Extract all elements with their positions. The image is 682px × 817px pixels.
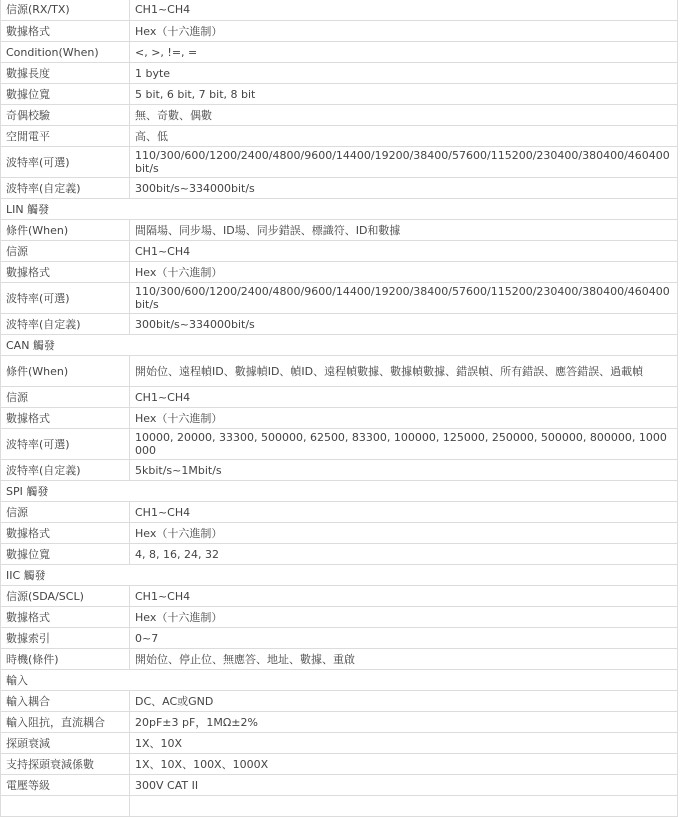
spec-value: Hex（十六進制） — [130, 21, 678, 42]
spec-label: 波特率(自定義) — [1, 178, 130, 199]
spec-value: 1 byte — [130, 63, 678, 84]
spec-row — [1, 126, 678, 147]
spec-label: 數據索引 — [1, 628, 130, 649]
spec-row — [1, 283, 678, 314]
spec-row — [1, 628, 678, 649]
spec-row — [1, 460, 678, 481]
spec-value: 10000, 20000, 33300, 500000, 62500, 83300, 100000, 125000, 250000, 500000, 800000, 1000000 — [130, 429, 678, 460]
spec-row — [1, 21, 678, 42]
spec-row — [1, 387, 678, 408]
spec-label: 輸入阻抗，直流耦合 — [1, 712, 130, 733]
spec-value: 110/300/600/1200/2400/4800/9600/14400/19200/38400/57600/115200/230400/380400/460400 bit/s — [130, 147, 678, 178]
section-header-row — [1, 670, 678, 691]
spec-label: 數據格式 — [1, 21, 130, 42]
section-header-row — [1, 199, 678, 220]
spec-value: Hex（十六進制） — [130, 523, 678, 544]
spec-row — [1, 0, 678, 21]
spec-row — [1, 502, 678, 523]
spec-value: 開始位、遠程幀ID、數據幀ID、幀ID、遠程幀數據、數據幀數據、錯誤幀、所有錯誤、應答錯誤、過載幀 — [130, 356, 678, 387]
spec-value: 5kbit/s~1Mbit/s — [130, 460, 678, 481]
spec-label — [1, 796, 130, 817]
spec-row — [1, 42, 678, 63]
spec-label: 數據長度 — [1, 63, 130, 84]
section-header-row — [1, 335, 678, 356]
spec-row — [1, 733, 678, 754]
spec-value — [130, 796, 678, 817]
section-title: LIN 觸發 — [1, 199, 678, 220]
section-title: SPI 觸發 — [1, 481, 678, 502]
spec-label: 數據位寬 — [1, 544, 130, 565]
spec-label: 條件(When) — [1, 356, 130, 387]
spec-row — [1, 241, 678, 262]
spec-row — [1, 607, 678, 628]
spec-label: 信源 — [1, 502, 130, 523]
spec-row — [1, 63, 678, 84]
spec-row — [1, 356, 678, 387]
spec-label: 時機(條件) — [1, 649, 130, 670]
spec-label: 波特率(可選) — [1, 147, 130, 178]
section-title: 輸入 — [1, 670, 678, 691]
spec-value: 300bit/s~334000bit/s — [130, 178, 678, 199]
section-header-row — [1, 481, 678, 502]
spec-value: <, >, !=, = — [130, 42, 678, 63]
spec-row — [1, 105, 678, 126]
spec-label: 波特率(可選) — [1, 283, 130, 314]
spec-label: 波特率(自定義) — [1, 460, 130, 481]
spec-row — [1, 262, 678, 283]
spec-value: CH1~CH4 — [130, 387, 678, 408]
spec-row — [1, 147, 678, 178]
spec-label: 波特率(可選) — [1, 429, 130, 460]
spec-row — [1, 314, 678, 335]
spec-label: 奇偶校驗 — [1, 105, 130, 126]
spec-table-body — [1, 0, 678, 817]
spec-row — [1, 544, 678, 565]
spec-value: CH1~CH4 — [130, 241, 678, 262]
spec-row — [1, 523, 678, 544]
spec-row — [1, 178, 678, 199]
spec-label: 波特率(自定義) — [1, 314, 130, 335]
spec-label: 數據格式 — [1, 523, 130, 544]
spec-value: 無、奇數、偶數 — [130, 105, 678, 126]
spec-label: 電壓等級 — [1, 775, 130, 796]
spec-row — [1, 712, 678, 733]
spec-label: 條件(When) — [1, 220, 130, 241]
spec-value: 間隔場、同步場、ID場、同步錯誤、標識符、ID和數據 — [130, 220, 678, 241]
spec-row — [1, 649, 678, 670]
spec-label: 數據位寬 — [1, 84, 130, 105]
spec-value: 開始位、停止位、無應答、地址、數據、重啟 — [130, 649, 678, 670]
spec-row — [1, 586, 678, 607]
spec-value: CH1~CH4 — [130, 586, 678, 607]
spec-value: 110/300/600/1200/2400/4800/9600/14400/19200/38400/57600/115200/230400/380400/460400 bit/s — [130, 283, 678, 314]
spec-value: 4, 8, 16, 24, 32 — [130, 544, 678, 565]
spec-value: 300V CAT II — [130, 775, 678, 796]
spec-label: 數據格式 — [1, 262, 130, 283]
section-title: IIC 觸發 — [1, 565, 678, 586]
spec-value: 1X、10X、100X、1000X — [130, 754, 678, 775]
spec-value: CH1~CH4 — [130, 0, 678, 21]
spec-row — [1, 775, 678, 796]
spec-value: DC、AC或GND — [130, 691, 678, 712]
spec-label: 信源 — [1, 241, 130, 262]
spec-row — [1, 754, 678, 775]
spec-value: 1X、10X — [130, 733, 678, 754]
spec-row — [1, 84, 678, 105]
spec-value: CH1~CH4 — [130, 502, 678, 523]
spec-label: 數據格式 — [1, 607, 130, 628]
spec-row — [1, 429, 678, 460]
spec-value: 20pF±3 pF，1MΩ±2% — [130, 712, 678, 733]
spec-value: Hex（十六進制） — [130, 262, 678, 283]
spec-value: 5 bit, 6 bit, 7 bit, 8 bit — [130, 84, 678, 105]
spec-label: 輸入耦合 — [1, 691, 130, 712]
spec-row — [1, 691, 678, 712]
spec-value: 300bit/s~334000bit/s — [130, 314, 678, 335]
spec-row — [1, 796, 678, 817]
spec-value: 0~7 — [130, 628, 678, 649]
spec-label: 支持探頭衰減係數 — [1, 754, 130, 775]
spec-label: 信源(SDA/SCL) — [1, 586, 130, 607]
spec-value: Hex（十六進制） — [130, 408, 678, 429]
spec-row — [1, 408, 678, 429]
spec-label: 空閒電平 — [1, 126, 130, 147]
spec-label: 數據格式 — [1, 408, 130, 429]
spec-label: 探頭衰減 — [1, 733, 130, 754]
spec-label: 信源(RX/TX) — [1, 0, 130, 21]
section-header-row — [1, 565, 678, 586]
spec-value: 高、低 — [130, 126, 678, 147]
spec-label: Condition(When) — [1, 42, 130, 63]
section-title: CAN 觸發 — [1, 335, 678, 356]
spec-row — [1, 220, 678, 241]
spec-value: Hex（十六進制） — [130, 607, 678, 628]
spec-label: 信源 — [1, 387, 130, 408]
